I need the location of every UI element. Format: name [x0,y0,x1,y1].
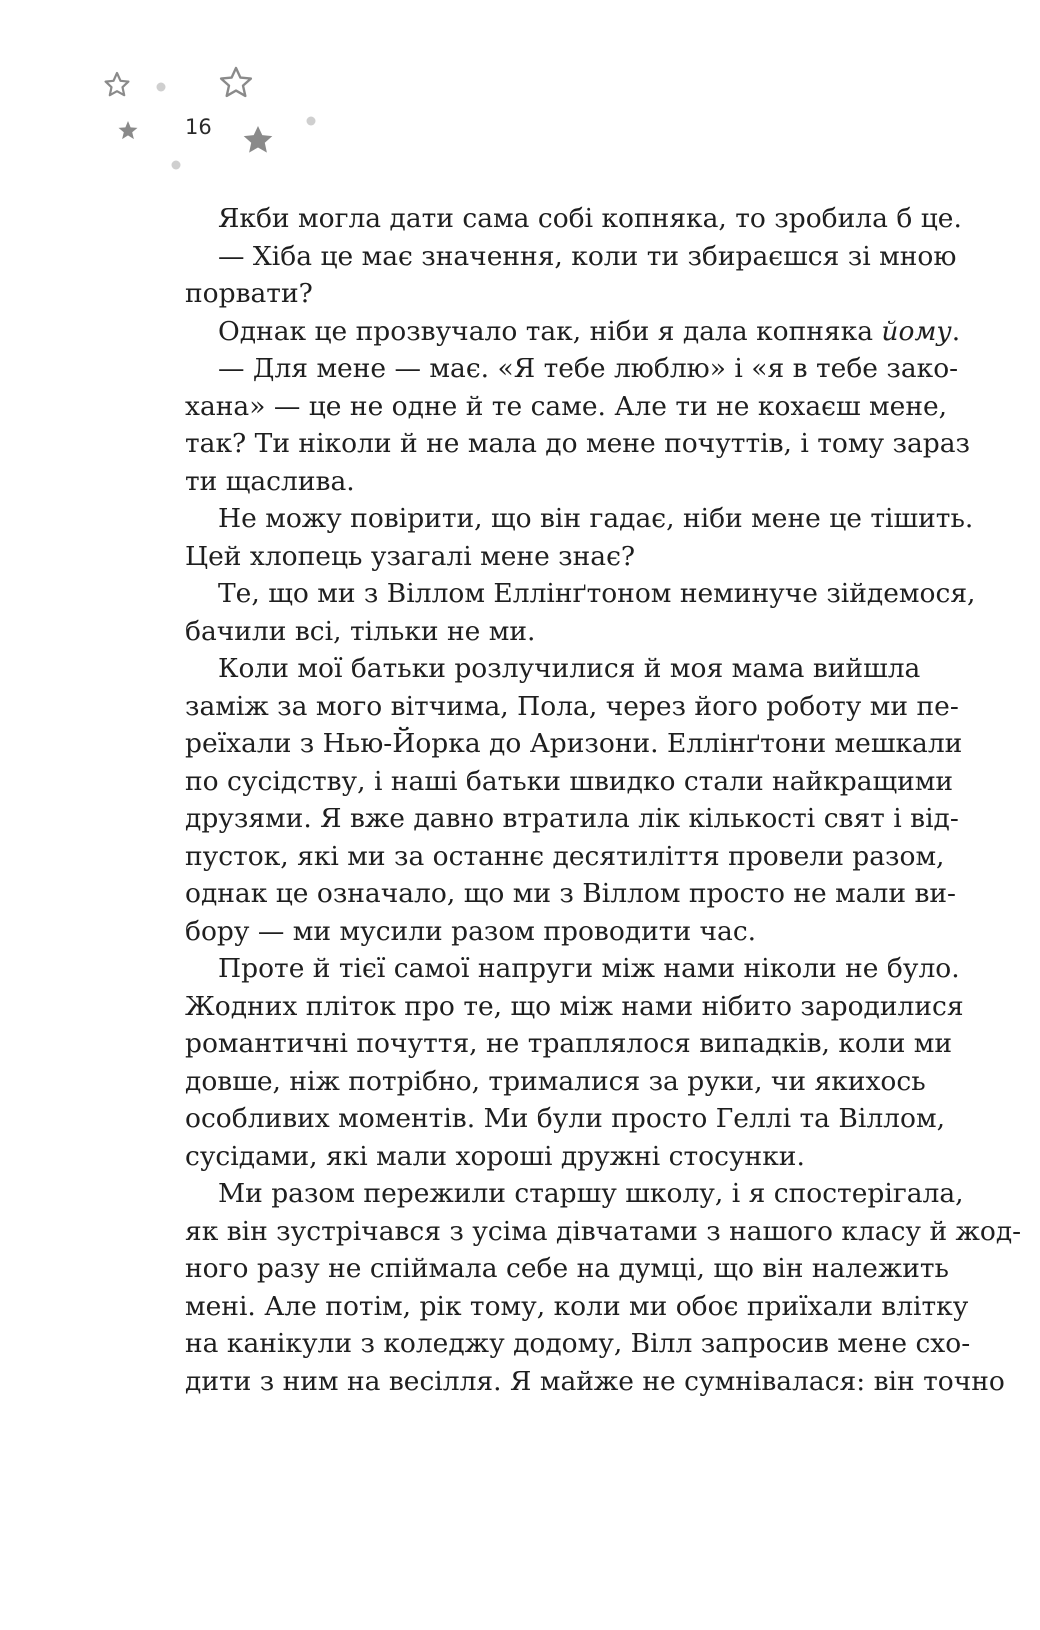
text-line [185,313,961,351]
star-decoration [0,0,340,200]
text-line-content: порвати? [185,278,313,309]
text-line-content: Ми разом пережили старшу школу, і я спостерігала, [218,1178,964,1209]
text-line-content: особливих моментів. Ми були просто Геллі та Віллом, [185,1103,946,1134]
page-number: 16 [185,115,212,139]
text-line-content: бору — ми мусили разом проводити час. [185,915,757,947]
text-line-content: Те, що ми з Віллом Еллінґтоном неминуче зійдемося, [218,578,976,609]
text-line [185,463,905,501]
text-line-content: хана» — це не одне й те саме. Але ти не кохаєш мене, [185,390,948,422]
text-line [185,1138,905,1176]
text-line-content: ти щаслива. [185,465,355,497]
text-line-content: сусідами, які мали хороші дружні стосунки. [185,1140,805,1172]
text-line [185,238,957,276]
text-line [185,1100,946,1138]
text-line [185,575,976,613]
text-line [185,275,905,313]
text-line [185,725,963,763]
star-filled-icon [119,121,138,139]
text-line-content: реїхали з Нью-Йорка до Аризони. Еллінґтони мешкали [185,728,963,759]
italic-word: йому [881,315,952,347]
text-line-content: пусток, які ми за останнє десятиліття провели разом, [185,840,945,872]
text-line-content: бачили всі, тільки не ми. [185,615,536,647]
star-outline-icon [106,73,129,95]
text-line [185,650,921,688]
text-line [185,1325,971,1363]
text-line [185,988,964,1026]
text-line [185,763,954,801]
star-filled-icon [244,126,273,153]
text-line-content: заміж за мого вітчима, Пола, через його роботу ми пе- [185,690,959,722]
text-line-content: Коли мої батьки розлучилися й моя мама вийшла [218,653,921,684]
text-line [185,350,959,388]
text-line-content: Жодних пліток про те, що між нами нібито зародилися [185,990,964,1022]
text-line-content: довше, ніж потрібно, трималися за руки, чи якихось [185,1065,926,1097]
text-line [185,1175,964,1213]
body-text [185,200,1022,1400]
dot-icon [307,117,316,126]
text-line [185,800,959,838]
text-line-content: Однак це прозвучало так, ніби я дала копняка [218,315,882,347]
text-line-content: як він зустрічався з усіма дівчатами з нашого класу й жод- [185,1215,1022,1247]
text-line-content: дити з ним на весілля. Я майже не сумнівалася: він точно [185,1365,1005,1397]
text-line [185,1025,953,1063]
text-line-content: мені. Але потім, рік тому, коли ми обоє приїхали влітку [185,1290,969,1322]
text-line [185,200,962,238]
star-outline-icon [221,68,251,96]
text-line-content: по сусідству, і наші батьки швидко стали найкращими [185,765,954,797]
text-line [185,1063,926,1101]
text-line-content: Не можу повірити, що він гадає, ніби мене це тішить. [218,503,974,534]
text-line [185,1213,1022,1251]
text-line-content: ного разу не спіймала себе на думці, що він належить [185,1253,949,1284]
text-line-content: Якби могла дати сама собі копняка, то зробила б це. [218,203,962,234]
text-line [185,950,960,988]
text-line [185,425,970,463]
text-line-content: — Хіба це має значення, коли ти збираєшся зі мною [218,240,957,272]
dot-icon [172,161,181,170]
text-line [185,1288,969,1326]
text-line [185,388,948,426]
dot-icon [157,83,166,92]
text-line [185,1363,1005,1401]
text-line-content: так? Ти ніколи й не мала до мене почуттів, і тому зараз [185,428,970,459]
text-line-content: друзями. Я вже давно втратила лік кількості свят і від- [185,803,959,834]
text-line-content: Проте й тієї самої напруги між нами ніколи не було. [218,953,960,984]
text-line [185,688,959,726]
text-line-content: однак це означало, що ми з Віллом просто не мали ви- [185,878,956,909]
text-line-content: Цей хлопець узагалі мене знає? [185,540,636,572]
text-line [185,538,905,576]
text-line [185,613,905,651]
text-line-content: романтичні почуття, не траплялося випадків, коли ми [185,1028,953,1059]
text-line-content: на канікули з коледжу додому, Вілл запросив мене схо- [185,1328,971,1359]
text-line [185,838,945,876]
text-line [185,913,905,951]
text-line [185,1250,949,1288]
text-line [185,500,974,538]
text-line-tail: . [951,315,961,347]
text-line-content: — Для мене — має. «Я тебе люблю» і «я в тебе зако- [218,353,959,384]
text-line [185,875,956,913]
